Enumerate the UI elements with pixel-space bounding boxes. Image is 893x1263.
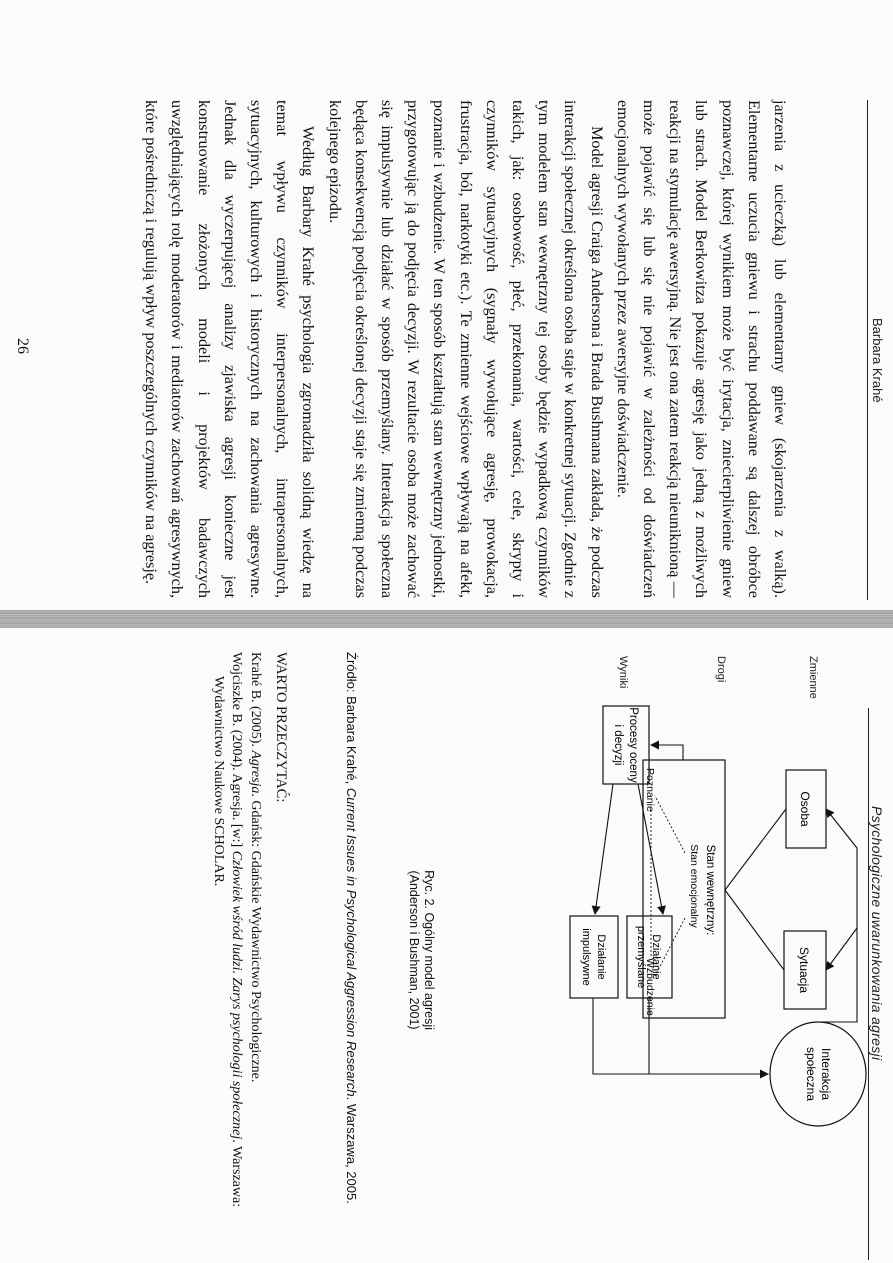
paragraph-1: jarzenia z ucieczką) lub elementarny gniew (skojarzenia z walką). Elementarne uczucia gniewu i strachu poddawane są dalszej obróbce poznawczej, której wynikiem może być irytacja, zniecierpliwienie gniew lub strach. Model Berkowitza pokazuje agresję jako jedną z możliwych reakcji na stymulację awersyjną. Nie jest ona zatem reakcją nieuniknioną — może pojawić się lub się nie pojawić w zależności od doświadczeń emocjonalnych wywołanych przez awersyjne doświadczenie. [613, 100, 789, 598]
interakcja-ellipse [770, 1022, 866, 1126]
przemyslane-label-2: przemyślane [635, 925, 647, 989]
reference-author: Wojciszke B. (2004). Agresja. [w:] [229, 652, 245, 851]
row-label-zmienne: Zmienne [807, 656, 819, 699]
reference-list [209, 652, 265, 1252]
reference-title: Agresja [248, 750, 263, 794]
caption-line-2: (Anderson i Bushman, 2001) [407, 870, 421, 1030]
header-rule-left [867, 100, 868, 600]
left-page [0, 0, 893, 610]
source-note [343, 652, 360, 1252]
feedback-arrow-sytuacja [826, 928, 857, 970]
emo-poznanie-line [655, 796, 685, 853]
procesy-label-1: Procesy oceny [627, 707, 639, 783]
impulsywne-label-2: impulsywne [580, 928, 592, 986]
reference-item [246, 652, 265, 1252]
poznanie-label: Poznanie [644, 768, 656, 812]
feedback-arrow-osoba [818, 809, 857, 1022]
procesy-box [603, 706, 649, 784]
paragraph-3: Według Barbary Krahé psychologia zgromadziła solidną wiedzę na temat wpływu czynników interpersonalnych, intrapersonalnych, sytuacyjnych, kulturowych i historycznych na zachowania agresywne. Jednak dla wyczerpującej analizy zjawiska agresji konieczne jest konstruowanie złożonych modeli i projektów badawczych uwzględniających rolę moderatorów i mediatorów zachowań agresywnych, które pośredniczą i regulują wpływ poszczególnych czynników na agresję. [142, 100, 318, 598]
stan-to-procesy [651, 745, 683, 760]
sytuacja-label: Sytuacja [797, 946, 811, 994]
reference-title: Człowiek wśród ludzi. Zarys psychologii społecznej [229, 850, 245, 1140]
right-page [0, 628, 893, 1263]
osoba-label: Osoba [798, 791, 812, 827]
book-gutter [0, 610, 893, 628]
impulsywne-to-interakcja [593, 998, 649, 1074]
sytuacja-to-stan [725, 890, 784, 970]
reference-publisher: . Gdańsk: Gdańskie Wydawnictwo Psychologiczne. [248, 793, 263, 1083]
impulsywne-label-1: Działanie [595, 934, 607, 980]
procesy-to-impulsywne [595, 784, 613, 914]
running-header-right: Psychologiczne uwarunkowania agresji [869, 806, 885, 1061]
reference-item [209, 652, 246, 1252]
osoba-to-stan [725, 809, 786, 890]
running-header-left: Barbara Krahé [870, 318, 885, 403]
row-label-drogi: Drogi [715, 656, 727, 683]
source-prefix: Źródło: Barbara Krahé, [344, 652, 359, 788]
paragraph-2: Model agresji Craiga Andersona i Brada Bushmana zakłada, że podczas interakcji społecznej określona osoba staje w konkretnej sytuacji. Zgodnie z tym modelem stan wewnętrzny tej osoby będzie wypadkową czynników takich, jak: osobowość, płeć, przekonania, wartości, cele, skrypty i czynników sytuacyjnych (sygnały wywołujące agresję, prowokacja, frustracja, ból, narkotyki etc.). Te zmienne wejściowe wpływają na afekt, poznanie i wzbudzenie. W ten sposób kształtują stan wewnętrzny jednostki, przygotowując ją do podjęcia decyzji. W rezultacie osoba może zachować się impulsywnie lub działać w sposób przemyślany. Interakcja społeczna będąca konsekwencją podjęcia określonej decyzji staje się zmienną podczas kolejnego epizodu. [325, 100, 606, 598]
page-number: 26 [14, 338, 31, 354]
aggression-model-diagram [0, 628, 893, 1263]
reference-author: Krahé B. (2005). [248, 652, 263, 751]
figure-caption [406, 850, 436, 1050]
wzbudzenie-label: Wzbudzenie [644, 958, 656, 1016]
przemyslane-to-interakcja [649, 998, 768, 1074]
source-suffix: . Warszawa, 2005. [344, 1096, 359, 1204]
przemyslane-label-1: Działanie [650, 934, 662, 980]
procesy-label-2: i decyzji [612, 724, 624, 766]
impulsywne-box [570, 916, 618, 998]
source-title: Current Issues in Psychological Aggression Research [344, 787, 359, 1097]
reference-publisher: . Warszawa: Wydawnictwo Naukowe SCHOLAR. [211, 676, 245, 1208]
stan-title: Stan wewnętrzny: [704, 844, 716, 936]
interakcja-label-1: Interakcja [819, 1047, 833, 1101]
body-text [138, 100, 793, 598]
caption-line-1: Ryc. 2. Ogólny model agresji [422, 870, 436, 1030]
stan-emocjonalny: Stan emocjonalny [688, 844, 700, 928]
row-label-wyniki: Wyniki [617, 656, 629, 689]
interakcja-label-2: społeczna [804, 1046, 818, 1102]
worth-reading-heading: WARTO PRZECZYTAĆ: [273, 652, 289, 803]
